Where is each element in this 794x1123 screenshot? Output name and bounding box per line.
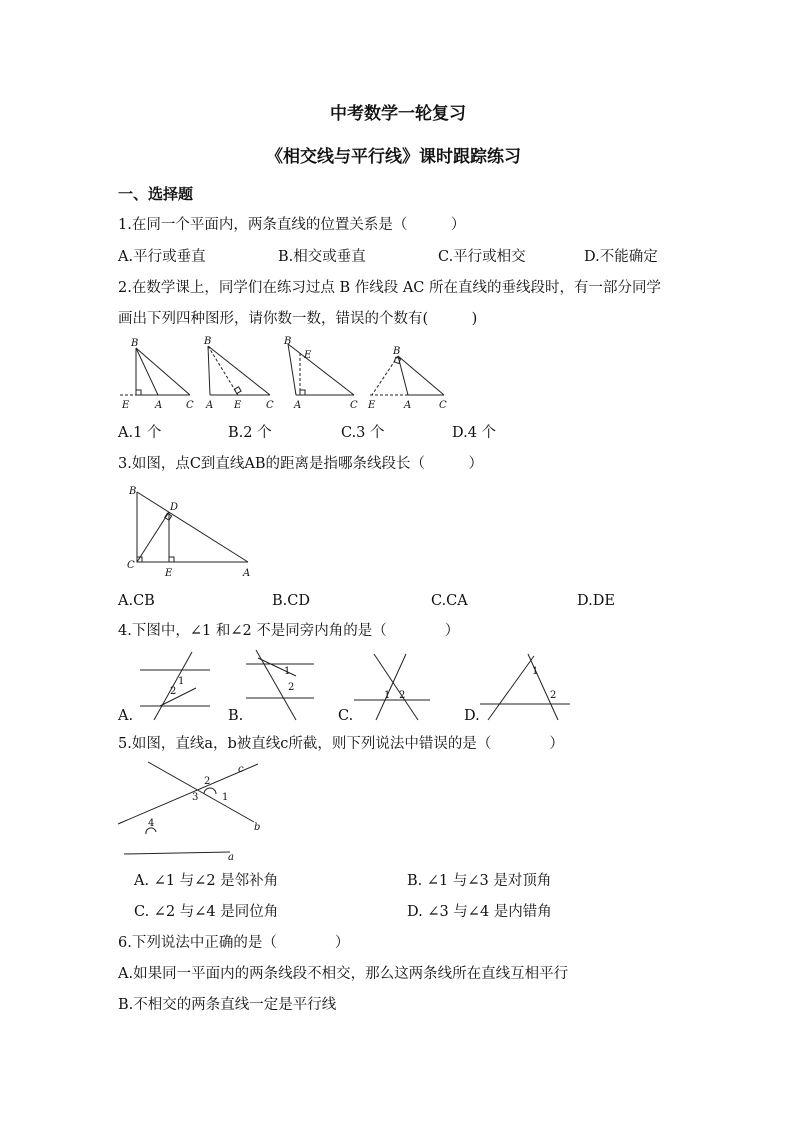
q2-figure-3 [283,336,358,411]
q2-f1-label-b: B [131,338,139,349]
question-2-figures [118,338,448,414]
q4-figure-d [480,654,570,720]
q4-a-angle-2: 2 [170,686,177,697]
q2-f1-label-e: E [122,400,130,411]
question-5-option-b[interactable]: B. ∠1 与∠3 是对顶角 [407,873,552,889]
q5-angle-2: 2 [204,776,211,787]
q4-c-angle-2: 2 [399,690,406,701]
q4-b-angle-2: 2 [288,682,295,693]
question-3-figure [118,480,258,580]
question-2-option-b[interactable]: B.2 个 [228,425,272,441]
question-3-option-d[interactable]: D.DE [577,593,615,609]
question-4-option-d[interactable]: D. [464,708,480,724]
question-2-stem-line2: 画出下列四种图形，请你数一数，错误的个数有( ) [118,311,478,327]
question-5-stem: 5.如图，直线a，b被直线c所截，则下列说法中错误的是（ ） [118,736,564,752]
q4-a-angle-1: 1 [178,676,185,687]
question-4-option-c[interactable]: C. [338,708,354,724]
q2-f2-label-c: C [266,400,274,411]
q4-d-angle-1: 1 [532,666,539,677]
question-5-figure [118,760,268,866]
q2-f2-label-a: A [206,400,214,411]
question-6-option-b[interactable]: B.不相交的两条直线一定是平行线 [118,997,337,1013]
section-heading: 一、选择题 [118,185,194,203]
q3-label-b: B [129,486,137,497]
q2-f2-label-b: B [204,336,212,347]
question-4-stem: 4.下图中，∠1 和∠2 不是同旁内角的是（ ） [118,623,460,639]
question-1-option-c[interactable]: C.平行或相交 [438,249,526,265]
q5-angle-3: 3 [192,792,199,803]
question-6-stem: 6.下列说法中正确的是（ ） [118,935,350,951]
question-2-option-d[interactable]: D.4 个 [452,425,497,441]
q2-f3-label-e: E [304,350,312,361]
question-3-option-b[interactable]: B.CD [272,593,310,609]
question-4-option-b[interactable]: B. [228,708,244,724]
question-2-option-a[interactable]: A.1 个 [118,425,162,441]
q2-f2-label-e: E [234,400,242,411]
question-5-option-d[interactable]: D. ∠3 与∠4 是内错角 [407,904,552,920]
q2-f4-label-b: B [393,346,401,357]
q3-label-e: E [165,568,173,579]
question-1-option-b[interactable]: B.相交或垂直 [278,249,366,265]
question-2-option-c[interactable]: C.3 个 [341,425,385,441]
question-5-option-a[interactable]: A. ∠1 与∠2 是邻补角 [134,873,279,889]
q2-f1-label-c: C [186,400,194,411]
q5-label-a: a [228,852,234,863]
question-5-option-c[interactable]: C. ∠2 与∠4 是同位角 [134,904,279,920]
q4-d-angle-2: 2 [550,690,557,701]
q2-f4-label-c: C [439,400,447,411]
q2-f1-label-a: A [155,400,163,411]
q2-f3-label-c: C [350,400,358,411]
question-3-option-c[interactable]: C.CA [431,593,468,609]
page-title: 中考数学一轮复习 [330,104,466,124]
q5-angle-1: 1 [222,792,229,803]
q4-c-angle-1: 1 [384,690,391,701]
q2-f3-label-b: B [284,336,292,347]
q4-figure-c [354,654,430,720]
page-subtitle: 《相交线与平行线》课时跟踪练习 [266,147,521,167]
question-1-stem: 1.在同一个平面内，两条直线的位置关系是（ ） [118,217,466,233]
question-1-option-d[interactable]: D.不能确定 [584,249,658,265]
q2-f4-label-a: A [404,400,412,411]
q4-b-angle-1: 1 [284,666,291,677]
q4-figure-b [246,650,314,720]
q2-figure-1 [120,338,194,411]
q2-f3-label-a: A [294,400,302,411]
question-2-stem-line1: 2.在数学课上，同学们在练习过点 B 作线段 AC 所在直线的垂线段时，有一部分同学 [118,280,661,296]
question-6-option-a[interactable]: A.如果同一平面内的两条线段不相交，那么这两条线所在直线互相平行 [118,966,569,982]
q5-label-c: c [238,764,244,775]
q2-figure-4 [367,346,447,411]
q3-label-c: C [127,560,135,571]
question-4-option-a[interactable]: A. [118,708,134,724]
q5-label-b: b [254,822,261,833]
question-3-option-a[interactable]: A.CB [118,593,155,609]
q5-angle-4: 4 [148,818,155,829]
question-3-stem: 3.如图，点C到直线AB的距离是指哪条线段长（ ） [118,456,484,472]
question-1-option-a[interactable]: A.平行或垂直 [118,249,206,265]
q2-figure-2 [203,336,274,411]
q3-label-d: D [170,502,179,513]
q2-f4-label-e: E [368,400,376,411]
q4-figure-a [140,652,210,720]
q3-label-a: A [243,568,251,579]
